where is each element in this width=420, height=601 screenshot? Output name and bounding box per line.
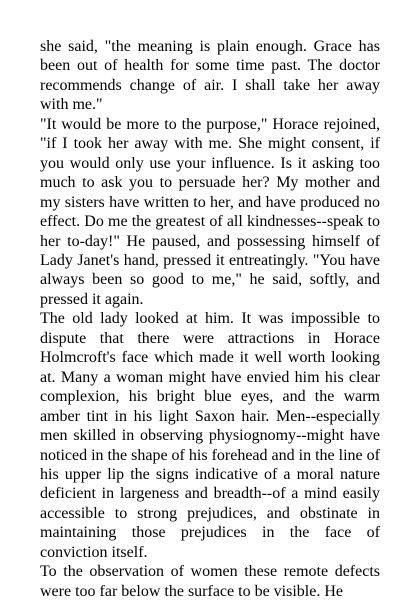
paragraph-3: The old lady looked at him. It was impossible to dispute that there were attractions in Horace Holmcroft's face which made it well worth looking at. Many a woman might have envied him his clear complexion, his bright blue eyes, and the warm amber tint in his light Saxon hair. Men--especially men skilled in observing physiognomy--might have noticed in the shape of his forehead and in the line of his upper lip the signs indicative of a moral nature deficient in largeness and breadth--of a mind easily accessible to strong prejudices, and obstinate in maintaining those prejudices in the face of conviction itself. (40, 310, 380, 561)
paragraph-4: To the observation of women these remote defects were too far below the surface to be visible. He (40, 563, 380, 600)
page-body (40, 37, 380, 601)
paragraph-1: she said, "the meaning is plain enough. Grace has been out of health for some time past. The doctor recommends change of air. I shall take her away with me." (40, 38, 380, 114)
paragraph-2: "It would be more to the purpose," Horace rejoined, "if I took her away with me. She might consent, if you would only use your influence. Is it asking too much to ask you to persuade her? My mother and my sisters have written to her, and have produced no effect. Do me the greatest of all kindnesses--speak to her to-day!" He paused, and possessing himself of Lady Janet's hand, pressed it entreatingly. "You have always been so good to me," he said, softly, and pressed it again. (40, 115, 380, 308)
